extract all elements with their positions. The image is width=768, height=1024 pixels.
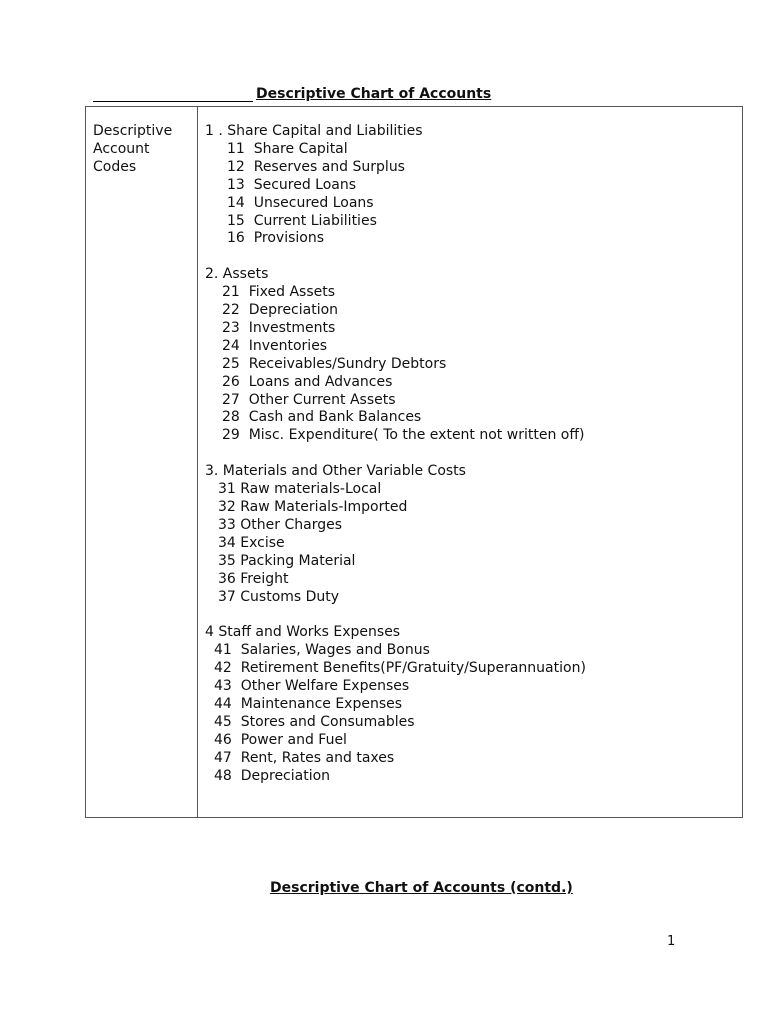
label-line: Descriptive xyxy=(93,123,173,139)
account-item: 47 Rent, Rates and taxes xyxy=(214,749,395,766)
account-item: 45 Stores and Consumables xyxy=(214,713,415,730)
label-line: Account xyxy=(93,140,150,157)
account-item: 29 Misc. Expenditure( To the extent not written off) xyxy=(222,427,585,444)
account-item: 32 Raw Materials-Imported xyxy=(218,499,408,515)
account-item: 25 Receivables/Sundry Debtors xyxy=(222,355,447,372)
account-item: 16 Provisions xyxy=(227,230,325,247)
page-number: 1 xyxy=(667,934,676,949)
account-item: 22 Depreciation xyxy=(222,302,339,319)
section-materials-variable-costs xyxy=(205,463,586,606)
section-share-capital-liabilities xyxy=(205,123,586,248)
account-item: 46 Power and Fuel xyxy=(214,731,347,748)
account-item: 44 Maintenance Expenses xyxy=(214,695,403,712)
account-item: 34 Excise xyxy=(218,534,285,551)
document-title: Descriptive Chart of Accounts xyxy=(256,86,492,102)
account-item: 31 Raw materials-Local xyxy=(218,481,382,498)
account-item: 36 Freight xyxy=(218,570,289,587)
account-item: 23 Investments xyxy=(222,319,336,336)
account-item: 42 Retirement Benefits(PF/Gratuity/Superannuation) xyxy=(214,660,586,677)
account-item: 27 Other Current Assets xyxy=(222,391,396,408)
column-divider xyxy=(197,107,198,817)
account-codes-label-cell xyxy=(93,123,193,177)
section-staff-works-expenses xyxy=(205,624,586,785)
account-item: 15 Current Liabilities xyxy=(227,212,377,229)
title-underline-rule xyxy=(93,101,253,102)
account-item: 48 Depreciation xyxy=(214,767,331,784)
label-line: Codes xyxy=(93,158,137,175)
section-heading: 1 . Share Capital and Liabilities xyxy=(205,123,423,139)
section-heading: 4 Staff and Works Expenses xyxy=(205,624,401,641)
account-item: 43 Other Welfare Expenses xyxy=(214,678,410,695)
section-heading: 2. Assets xyxy=(205,266,269,283)
account-item: 21 Fixed Assets xyxy=(222,284,336,301)
account-item: 13 Secured Loans xyxy=(227,176,357,193)
account-item: 12 Reserves and Surplus xyxy=(227,158,405,175)
account-item: 37 Customs Duty xyxy=(218,588,340,605)
account-item: 24 Inventories xyxy=(222,337,328,354)
continued-title: Descriptive Chart of Accounts (contd.) xyxy=(270,880,573,896)
account-item: 33 Other Charges xyxy=(218,516,342,533)
account-item: 35 Packing Material xyxy=(218,552,356,569)
account-list-cell xyxy=(205,123,586,803)
account-item: 14 Unsecured Loans xyxy=(227,194,374,211)
account-item: 26 Loans and Advances xyxy=(222,373,393,390)
account-item: 11 Share Capital xyxy=(227,140,348,157)
account-item: 41 Salaries, Wages and Bonus xyxy=(214,642,430,659)
account-item: 28 Cash and Bank Balances xyxy=(222,409,422,426)
section-heading: 3. Materials and Other Variable Costs xyxy=(205,463,466,480)
section-assets xyxy=(205,266,586,445)
accounts-table xyxy=(85,106,743,818)
